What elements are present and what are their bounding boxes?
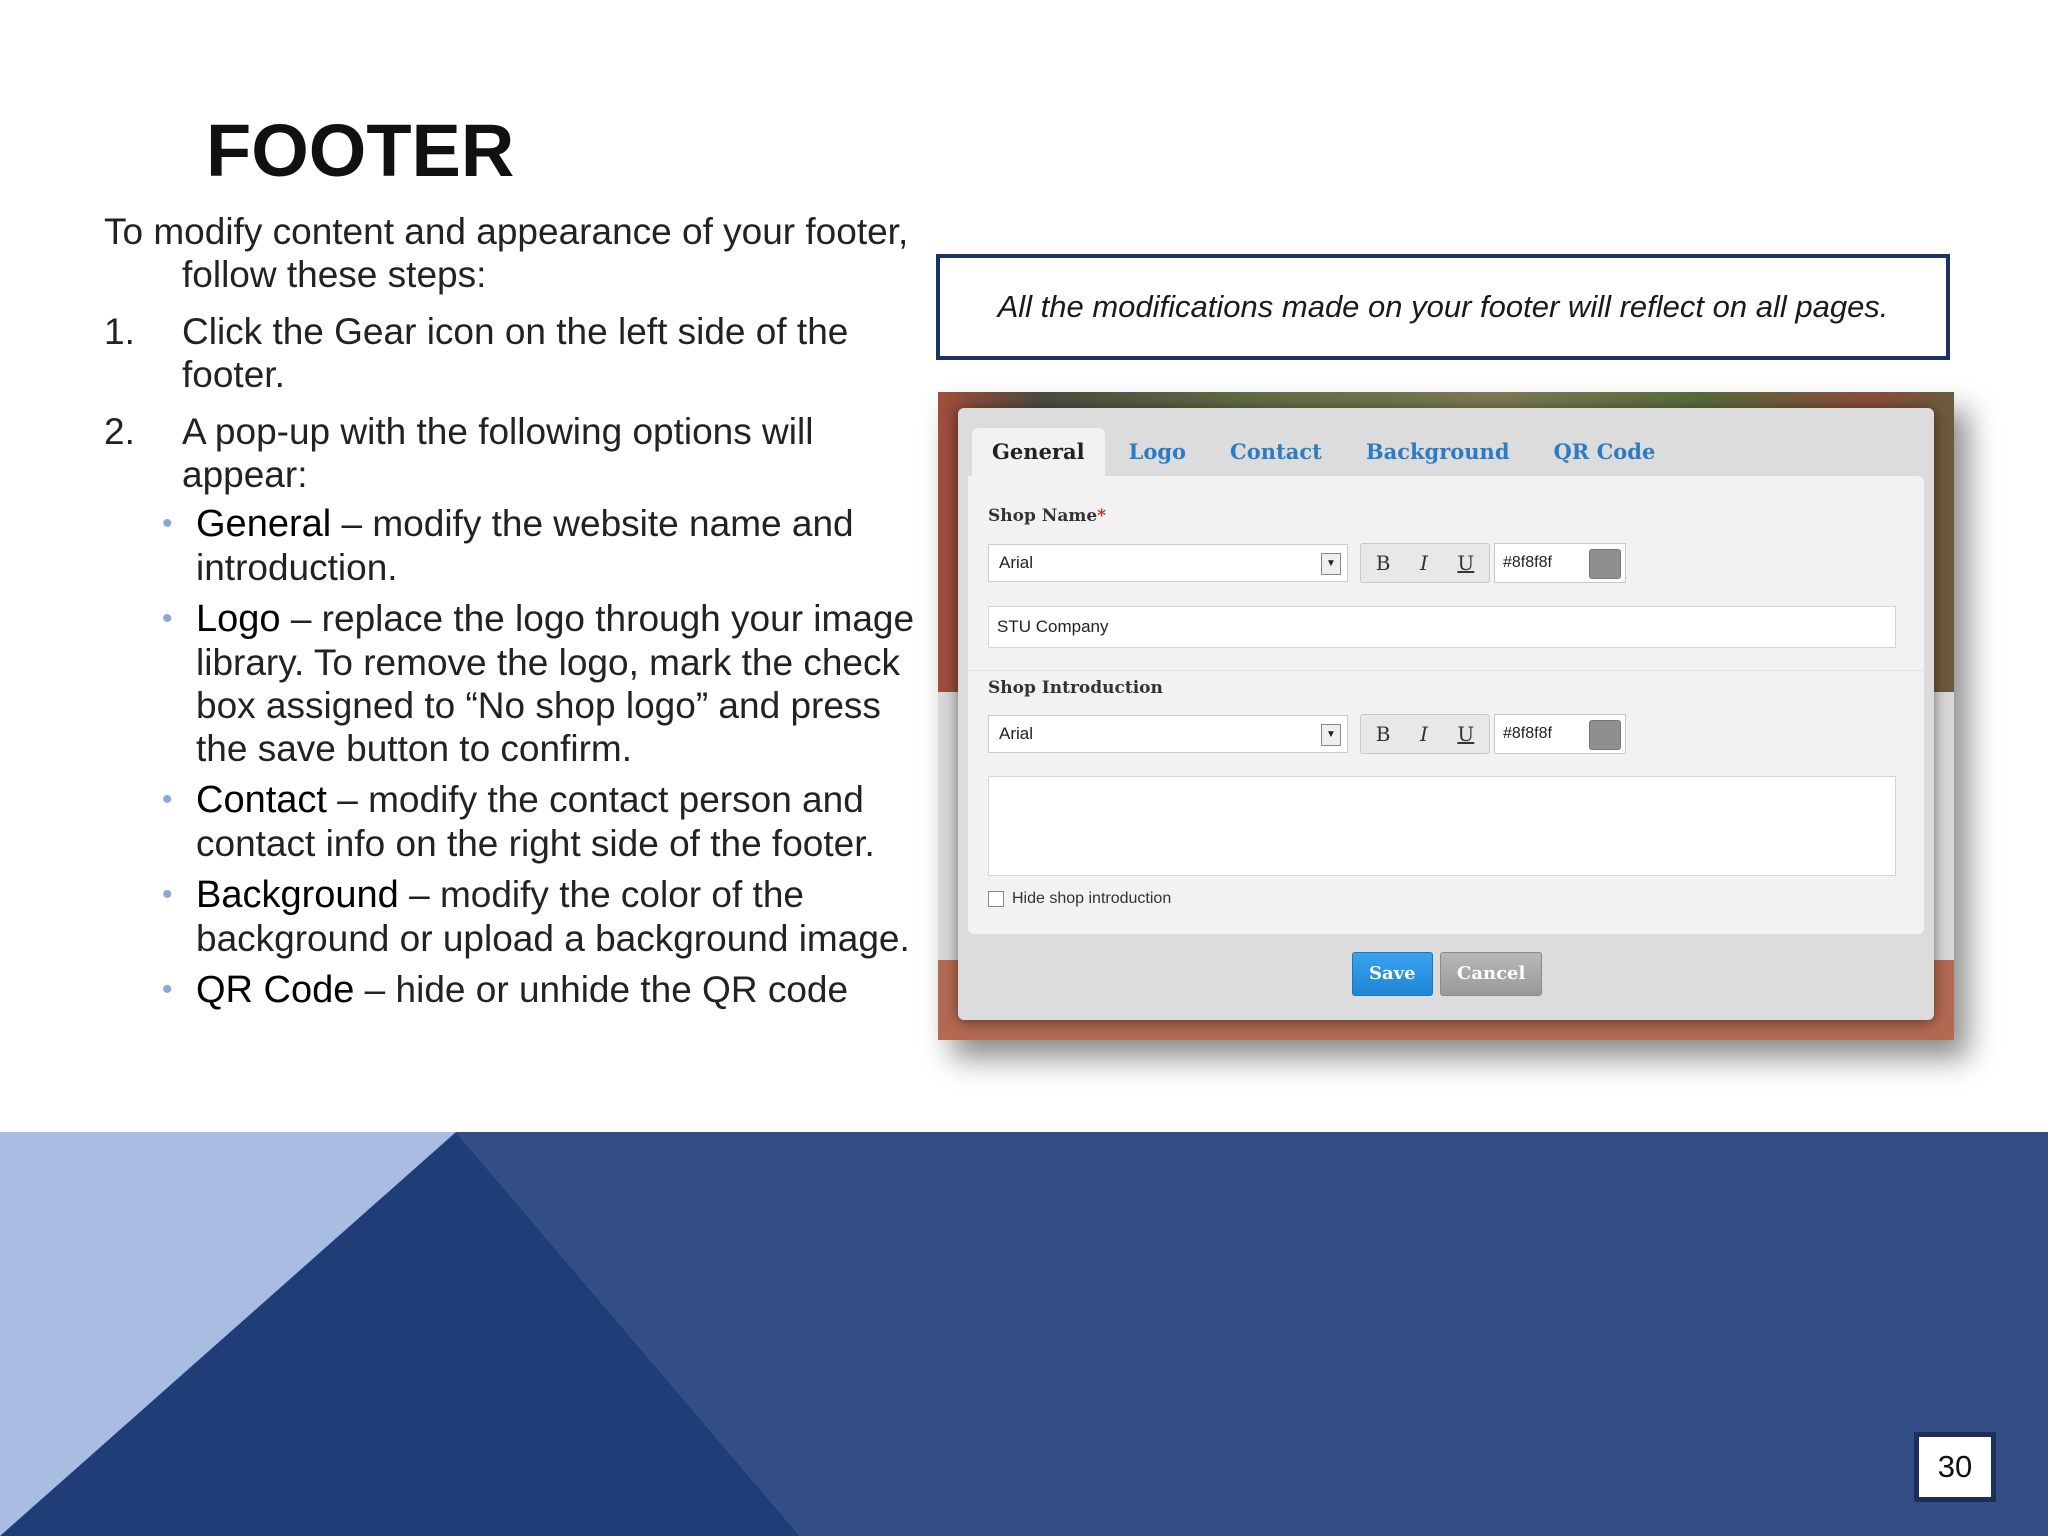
save-button[interactable]: Save <box>1352 952 1433 996</box>
list-item <box>162 502 934 589</box>
shop-name-label <box>988 506 1106 526</box>
step-1 <box>104 310 934 396</box>
option-term: Contact <box>196 779 327 821</box>
color-value: #8f8f8f <box>1503 554 1552 571</box>
step-2 <box>104 410 934 496</box>
step-number: 1. <box>104 311 135 352</box>
tab-qr-code[interactable]: QR Code <box>1553 439 1656 464</box>
option-term: QR Code <box>196 969 355 1011</box>
shop-intro-format-buttons <box>1360 714 1490 754</box>
option-desc: – hide or unhide the QR code <box>354 969 849 1010</box>
decorative-background <box>0 1132 2048 1536</box>
general-panel <box>968 476 1924 934</box>
slide-title: FOOTER <box>206 109 515 192</box>
hide-intro-checkbox[interactable] <box>988 891 1004 907</box>
option-desc: – modify the contact person and contact info on the right side of the footer. <box>196 779 875 864</box>
shop-name-color-picker[interactable] <box>1494 543 1626 583</box>
bold-button[interactable]: B <box>1375 722 1391 746</box>
options-list <box>104 502 934 1012</box>
list-item <box>162 968 934 1012</box>
italic-button[interactable]: I <box>1419 551 1428 575</box>
bold-button[interactable]: B <box>1375 551 1391 575</box>
option-term: Background <box>196 874 399 916</box>
bullet-icon: • <box>162 973 173 1006</box>
intro-text: To modify content and appearance of your footer, follow these steps: <box>104 211 909 295</box>
bullet-icon: • <box>162 878 173 911</box>
required-mark: * <box>1097 506 1107 526</box>
shop-intro-color-picker[interactable] <box>1494 714 1626 754</box>
dialog-tabs <box>972 428 1679 476</box>
color-value: #8f8f8f <box>1503 725 1552 742</box>
dialog-screenshot <box>938 392 1954 1040</box>
tab-general[interactable]: General <box>972 428 1105 476</box>
underline-button[interactable]: U <box>1457 551 1475 575</box>
shop-intro-font-select[interactable] <box>988 715 1348 753</box>
color-swatch[interactable] <box>1589 549 1621 579</box>
italic-button[interactable]: I <box>1419 722 1428 746</box>
option-term: General <box>196 503 332 545</box>
shop-intro-label: Shop Introduction <box>988 678 1163 698</box>
tab-contact[interactable]: Contact <box>1230 439 1322 464</box>
underline-button[interactable]: U <box>1457 722 1475 746</box>
shop-name-label-text: Shop Name <box>988 506 1098 526</box>
slide-body <box>104 210 934 1020</box>
footer-settings-dialog <box>958 408 1934 1020</box>
option-desc: – modify the color of the background or upload a background image. <box>196 874 910 959</box>
bullet-icon: • <box>162 602 173 635</box>
cancel-button[interactable]: Cancel <box>1440 952 1542 996</box>
hide-intro-row[interactable] <box>988 890 1171 908</box>
color-swatch[interactable] <box>1589 720 1621 750</box>
option-desc: – replace the logo through your image library. To remove the logo, mark the check box assigned to “No shop logo” and press the save button to confirm. <box>196 598 915 769</box>
option-desc: – modify the website name and introduction. <box>196 503 854 588</box>
step-number: 2. <box>104 411 135 452</box>
divider <box>968 670 1924 671</box>
page-number: 30 <box>1914 1432 1996 1502</box>
font-value: Arial <box>999 553 1034 572</box>
shop-name-input[interactable]: STU Company <box>988 606 1896 648</box>
bullet-icon: • <box>162 783 173 816</box>
step-text: A pop-up with the following options will appear: <box>182 411 814 495</box>
step-text: Click the Gear icon on the left side of the footer. <box>182 311 849 395</box>
list-item <box>162 778 934 865</box>
callout-text: All the modifications made on your footer will reflect on all pages. <box>997 289 1889 324</box>
option-term: Logo <box>196 598 281 640</box>
shop-intro-textarea[interactable] <box>988 776 1896 876</box>
list-item <box>162 597 934 770</box>
tab-background[interactable]: Background <box>1365 439 1510 464</box>
tab-logo[interactable]: Logo <box>1128 439 1187 464</box>
chevron-down-icon[interactable]: ▼ <box>1321 553 1341 575</box>
shop-name-format-buttons <box>1360 543 1490 583</box>
chevron-down-icon[interactable]: ▼ <box>1321 724 1341 746</box>
hide-intro-label: Hide shop introduction <box>1012 890 1172 907</box>
bullet-icon: • <box>162 507 173 540</box>
shop-name-font-select[interactable] <box>988 544 1348 582</box>
callout-box <box>936 254 1950 360</box>
font-value: Arial <box>999 724 1034 743</box>
list-item <box>162 873 934 960</box>
